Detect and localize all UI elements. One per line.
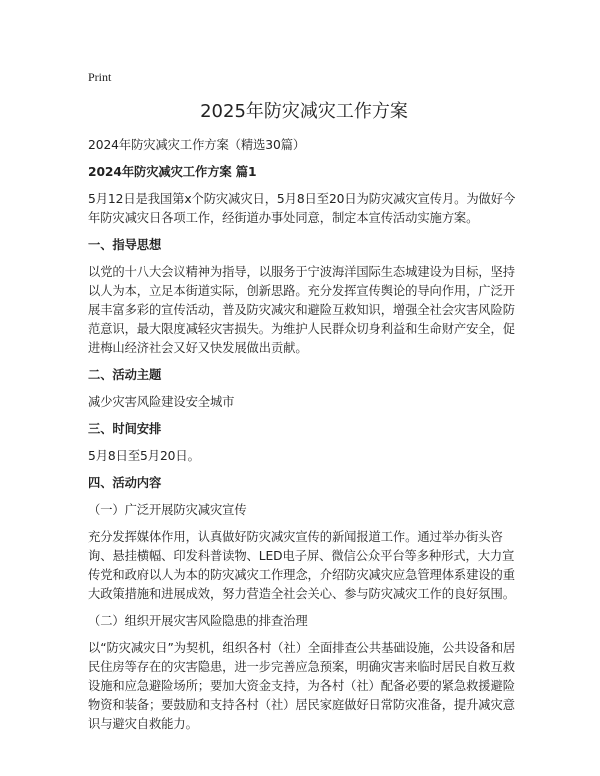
section-heading: 四、活动内容 xyxy=(88,476,162,490)
section-paragraph: 以党的十八大会议精神为指导，以服务于宁波海洋国际生态城建设为目标，坚持以人为本，立足本街道实际，创新思路。充分发挥宣传舆论的导向作用，广泛开展丰富多彩的宣传活动，普及防灾减灾和避险互救知识，增强全社会灾害风险防范意识，最大限度减轻灾害损失。为维护人民群众切身利益和生命财产安全，促进梅山经济社会又好又快发展做出贡献。 xyxy=(88,265,515,355)
document-page xyxy=(88,70,520,742)
section-paragraph: 5月8日至5月20日。 xyxy=(88,449,200,463)
subsection-heading: （一）广泛开展防灾减灾宣传 xyxy=(88,503,247,517)
print-link[interactable]: Print xyxy=(88,70,112,84)
subsection-heading: （二）组织开展灾害风险隐患的排查治理 xyxy=(88,614,308,628)
section-heading: 三、时间安排 xyxy=(88,422,162,436)
section-paragraph: 减少灾害风险建设安全城市 xyxy=(88,395,235,409)
section-paragraph: 以“防灾减灾日”为契机，组织各村（社）全面排查公共基础设施，公共设备和居民住房等存在的灾害隐患，进一步完善应急预案，明确灾害来临时居民自救互救设施和应急避险场所；要加大资金支持，为各村（社）配备必要的紧急救援避险物资和装备；要鼓励和支持各村（社）居民家庭做好日常防灾准备，提升减灾意识与避灾自救能力。 xyxy=(88,641,516,731)
doc-subtitle: 2024年防灾减灾工作方案（精选30篇） xyxy=(88,138,306,152)
page-title: 2025年防灾减灾工作方案 xyxy=(200,101,408,122)
section-heading: 一、指导思想 xyxy=(88,238,162,252)
section-heading: 二、活动主题 xyxy=(88,368,162,382)
intro-paragraph: 5月12日是我国第x个防灾减灾日，5月8日至20日为防灾减灾宣传月。为做好今年防灾减灾日各项工作，经街道办事处同意，制定本宣传活动实施方案。 xyxy=(88,192,516,225)
section-paragraph: 充分发挥媒体作用，认真做好防灾减灾宣传的新闻报道工作。通过举办街头咨询、悬挂横幅、印发科普读物、LED电子屏、微信公众平台等多种形式，大力宣传党和政府以人为本的防灾减灾工作理念，介绍防灾减灾应急管理体系建设的重大政策措施和进展成效，努力营造全社会关心、参与防灾减灾工作的良好氛围。 xyxy=(88,530,515,601)
article-heading: 2024年防灾减灾工作方案 篇1 xyxy=(88,165,257,179)
